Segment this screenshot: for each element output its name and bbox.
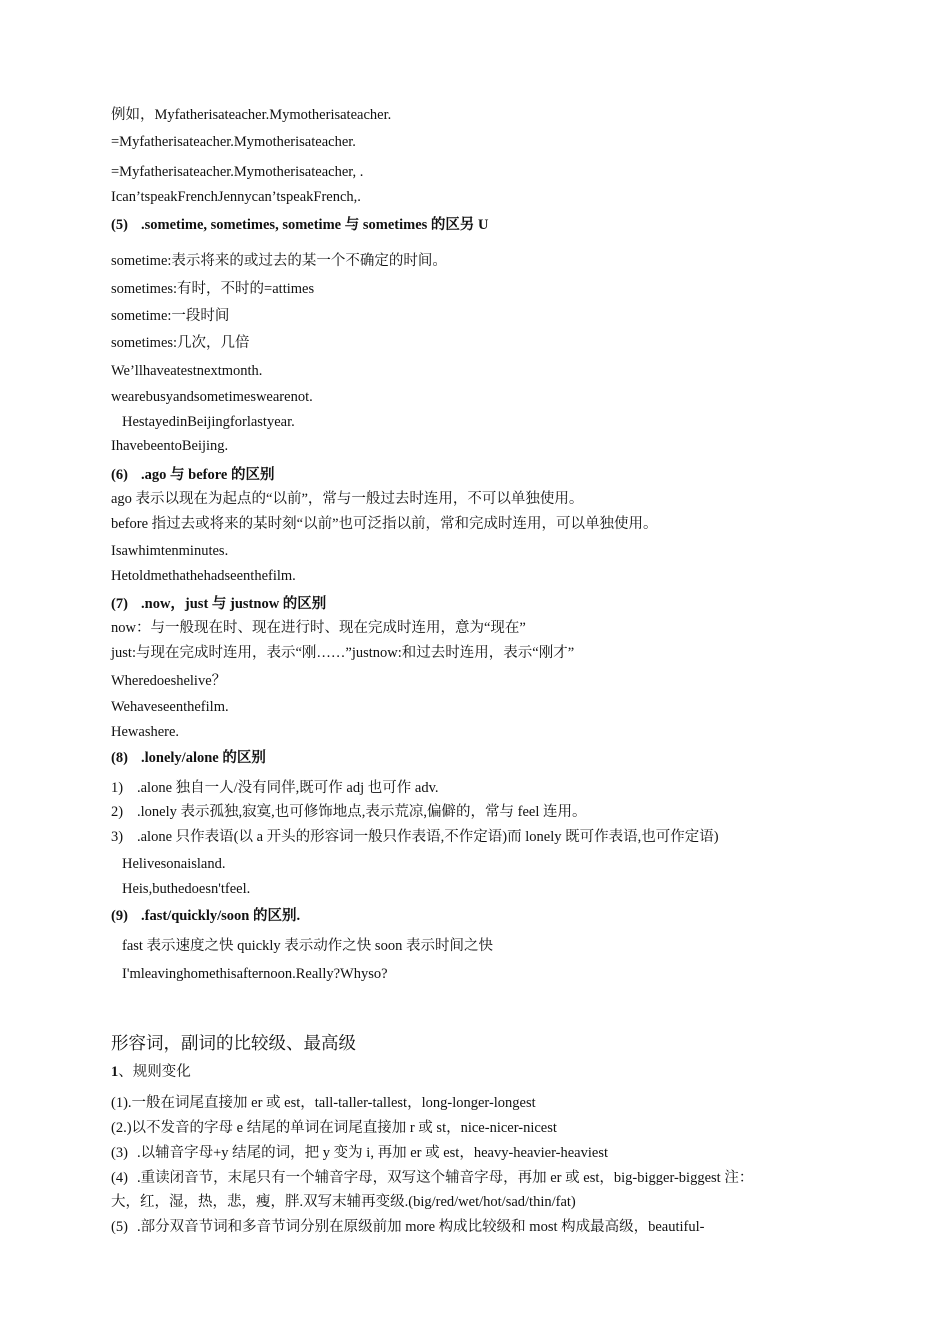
- text-line: sometime:一段时间: [111, 308, 230, 324]
- text-line: Heis,buthedoesn'tfeel.: [122, 881, 251, 897]
- section-title: .now，just 与 justnow 的区别: [141, 596, 327, 612]
- section-number: (7): [111, 596, 128, 612]
- rule-heading: [111, 1063, 191, 1081]
- text-line: now：与一般现在时、现在进行时、现在完成时连用，意为“现在”: [111, 620, 526, 636]
- section-title: .sometime, sometimes, sometime 与 sometimes 的区另 U: [141, 217, 489, 233]
- list-item: [111, 1169, 753, 1187]
- section-heading-5: [111, 216, 489, 234]
- text-line: Isawhimtenminutes.: [111, 543, 229, 559]
- text-line: Ican’tspeakFrenchJennycan’tspeakFrench,.: [111, 189, 361, 205]
- section-title-comparatives: 形容词，副词的比较级、最高级: [111, 1033, 356, 1053]
- list-item: [111, 1218, 704, 1236]
- list-text: .lonely 表示孤独,寂寞,也可修饰地点,表示荒凉,偏僻的，常与 feel 连用。: [137, 804, 587, 820]
- list-number: 2): [111, 804, 124, 820]
- list-number: (4): [111, 1170, 128, 1186]
- section-title: .ago 与 before 的区别: [141, 467, 275, 483]
- list-number: 3): [111, 829, 124, 845]
- text-line: IhavebeentoBeijing.: [111, 438, 229, 454]
- text-line: 大，红，湿，热，悲，瘦，胖.双写末辅再变级.(big/red/wet/hot/sad/thin/fat): [111, 1194, 576, 1210]
- section-number: (6): [111, 467, 128, 483]
- text-line: We’llhaveatestnextmonth.: [111, 363, 263, 379]
- list-item: [111, 828, 719, 846]
- text-line: HestayedinBeijingforlastyear.: [122, 414, 295, 430]
- list-text: .重读闭音节，末尾只有一个辅音字母，双写这个辅音字母，再加 er 或 est，big-bigger-biggest 注：: [137, 1170, 754, 1186]
- list-text: .alone 独自一人/没有同伴,既可作 adj 也可作 adv.: [137, 780, 439, 796]
- text-line: Wheredoeshelive？: [111, 673, 227, 689]
- rule-number: 1: [111, 1064, 119, 1080]
- text-line: (1).一般在词尾直接加 er 或 est，tall-taller-tallest，long-longer-longest: [111, 1095, 536, 1111]
- section-heading-6: [111, 466, 274, 484]
- text-line: Helivesonaisland.: [122, 856, 226, 872]
- list-item: [111, 779, 439, 797]
- text-line: I'mleavinghomethisafternoon.Really?Whyso?: [122, 966, 388, 982]
- text-line: sometime:表示将来的或过去的某一个不确定的时间。: [111, 253, 447, 269]
- section-heading-7: [111, 595, 326, 613]
- text-line: Hetoldmethathehadseenthefilm.: [111, 568, 296, 584]
- list-number: (5): [111, 1219, 128, 1235]
- section-heading-9: [111, 907, 300, 925]
- text-line: Hewashere.: [111, 724, 180, 740]
- rule-title: 、规则变化: [118, 1064, 191, 1080]
- section-title: .fast/quickly/soon 的区别.: [141, 908, 301, 924]
- text-line: =Myfatherisateacher.Mymotherisateacher.: [111, 134, 356, 150]
- text-line: (2.)以不发音的字母 e 结尾的单词在词尾直接加 r 或 st，nice-nicer-nicest: [111, 1120, 557, 1136]
- text-line: sometimes:几次，几倍: [111, 335, 250, 351]
- list-item: [111, 803, 586, 821]
- section-title: .lonely/alone 的区别: [141, 750, 266, 766]
- section-heading-8: [111, 749, 266, 767]
- list-number: (3): [111, 1145, 128, 1161]
- text-line: wearebusyandsometimeswearenot.: [111, 389, 313, 405]
- text-line: =Myfatherisateacher.Mymotherisateacher, .: [111, 164, 364, 180]
- list-text: .alone 只作表语(以 a 开头的形容词一般只作表语,不作定语)而 lonely 既可作表语,也可作定语): [137, 829, 719, 845]
- section-number: (9): [111, 908, 128, 924]
- list-number: 1): [111, 780, 124, 796]
- text-line: before 指过去或将来的某时刻“以前”也可泛指以前，常和完成时连用，可以单独使用。: [111, 516, 658, 532]
- section-number: (5): [111, 217, 128, 233]
- text-line: 例如，Myfatherisateacher.Mymotherisateacher.: [111, 107, 392, 123]
- text-line: Wehaveseenthefilm.: [111, 699, 229, 715]
- list-text: .部分双音节词和多音节词分别在原级前加 more 构成比较级和 most 构成最高级，beautiful-: [137, 1219, 705, 1235]
- text-line: just:与现在完成时连用，表示“刚……”justnow:和过去时连用，表示“刚才”: [111, 645, 575, 661]
- text-line: fast 表示速度之快 quickly 表示动作之快 soon 表示时间之快: [122, 938, 493, 954]
- section-number: (8): [111, 750, 128, 766]
- list-text: .以辅音字母+y 结尾的词，把 y 变为 i, 再加 er 或 est，heavy-heavier-heaviest: [137, 1145, 608, 1161]
- text-line: ago 表示以现在为起点的“以前”，常与一般过去时连用，不可以单独使用。: [111, 491, 584, 507]
- text-line: sometimes:有时，不时的=attimes: [111, 281, 315, 297]
- list-item: [111, 1144, 608, 1162]
